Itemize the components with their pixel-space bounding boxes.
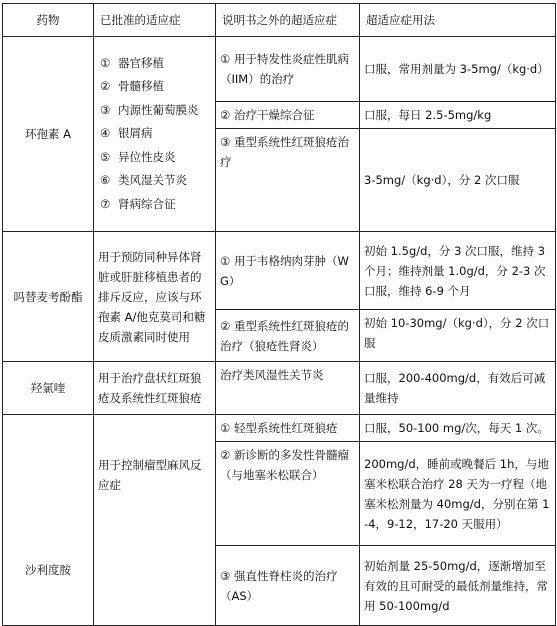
header-row <box>3 4 556 37</box>
offlabel-indication: ② 新诊断的多发性骨髓瘤（与地塞米松联合） <box>216 442 360 546</box>
drug-name-thalidomide: 沙利度胺 <box>3 415 94 626</box>
offlabel-dosage: 口服，常用剂量为 3-5mg/（kg·d） <box>360 37 556 102</box>
list-item: ① 器官移植 <box>100 55 164 70</box>
offlabel-indication: 治疗类风湿性关节炎 <box>216 362 360 415</box>
approved-thalidomide: 用于控制瘤型麻风反应症 <box>94 415 216 626</box>
list-item: ③ 内源性葡萄膜炎 <box>100 102 199 117</box>
drug-name-mycophenolate: 吗替麦考酚酯 <box>3 232 94 362</box>
offlabel-indication: ③ 强直性脊柱炎的治疗（AS） <box>216 546 360 626</box>
offlabel-indication: ① 用于特发性炎症性肌病（IIM）的治疗 <box>216 37 360 102</box>
list-item: ⑥ 类风湿关节炎 <box>100 173 187 188</box>
drug-indication-table <box>2 3 556 626</box>
table-row <box>3 37 556 102</box>
offlabel-dosage: 初始 10-30mg/（kg·d），分 2 次口服 <box>360 310 556 362</box>
offlabel-indication: ① 轻型系统性红斑狼疮 <box>216 415 360 442</box>
list-item: ⑦ 肾病综合征 <box>100 196 176 211</box>
offlabel-indication: ② 治疗干燥综合征 <box>216 102 360 129</box>
table-row <box>3 232 556 310</box>
header-usage: 超适应症用法 <box>360 4 556 37</box>
offlabel-dosage: 初始 1.5g/d，分 3 次口服，维持 3 个月；维持剂量 1.0g/d，分 2-3 次口服，维持 6-9 个月 <box>360 232 556 310</box>
offlabel-dosage: 200mg/d，睡前或晚餐后 1h，与地塞米松联合治疗 28 天为一疗程（地塞米松剂量为 40mg/d，分别在第 1-4，9-12，17-20 天服用） <box>360 442 556 546</box>
approved-hydroxychloroquine: 用于治疗盘状红斑狼疮及系统性红斑狼疮 <box>94 362 216 415</box>
list-item: ④ 银屑病 <box>100 126 153 141</box>
approved-cyclosporine <box>94 37 216 232</box>
offlabel-dosage: 口服，200-400mg/d，有效后可减量维持 <box>360 362 556 415</box>
table-row <box>3 415 556 442</box>
header-drug: 药物 <box>3 4 94 37</box>
offlabel-indication: ① 用于韦格纳肉芽肿（WG） <box>216 232 360 310</box>
list-item: ② 骨髓移植 <box>100 79 164 94</box>
drug-name-cyclosporine: 环孢素 A <box>3 37 94 232</box>
drug-name-hydroxychloroquine: 羟氯喹 <box>3 362 94 415</box>
header-approved: 已批准的适应症 <box>94 4 216 37</box>
offlabel-dosage: 口服，每日 2.5-5mg/kg <box>360 102 556 129</box>
header-offlabel: 说明书之外的超适应症 <box>216 4 360 37</box>
list-item: ⑤ 异位性皮炎 <box>100 149 176 164</box>
offlabel-indication: ② 重型系统性红斑狼疮的治疗（狼疮性肾炎） <box>216 310 360 362</box>
offlabel-dosage: 初始剂量 25-50mg/d，逐渐增加至有效的且可耐受的最低剂量维持，常用 50-100mg/d <box>360 546 556 626</box>
offlabel-dosage: 口服，50-100 mg/次，每天 1 次。 <box>360 415 556 442</box>
offlabel-dosage: 3-5mg/（kg·d），分 2 次口服 <box>360 129 556 232</box>
table-row <box>3 362 556 415</box>
offlabel-indication: ③ 重型系统性红斑狼疮治疗 <box>216 129 360 232</box>
approved-mycophenolate: 用于预防同种异体肾脏或肝脏移植患者的排斥反应，应该与环孢素 A/他克莫司和糖皮质激素同时使用 <box>94 232 216 362</box>
